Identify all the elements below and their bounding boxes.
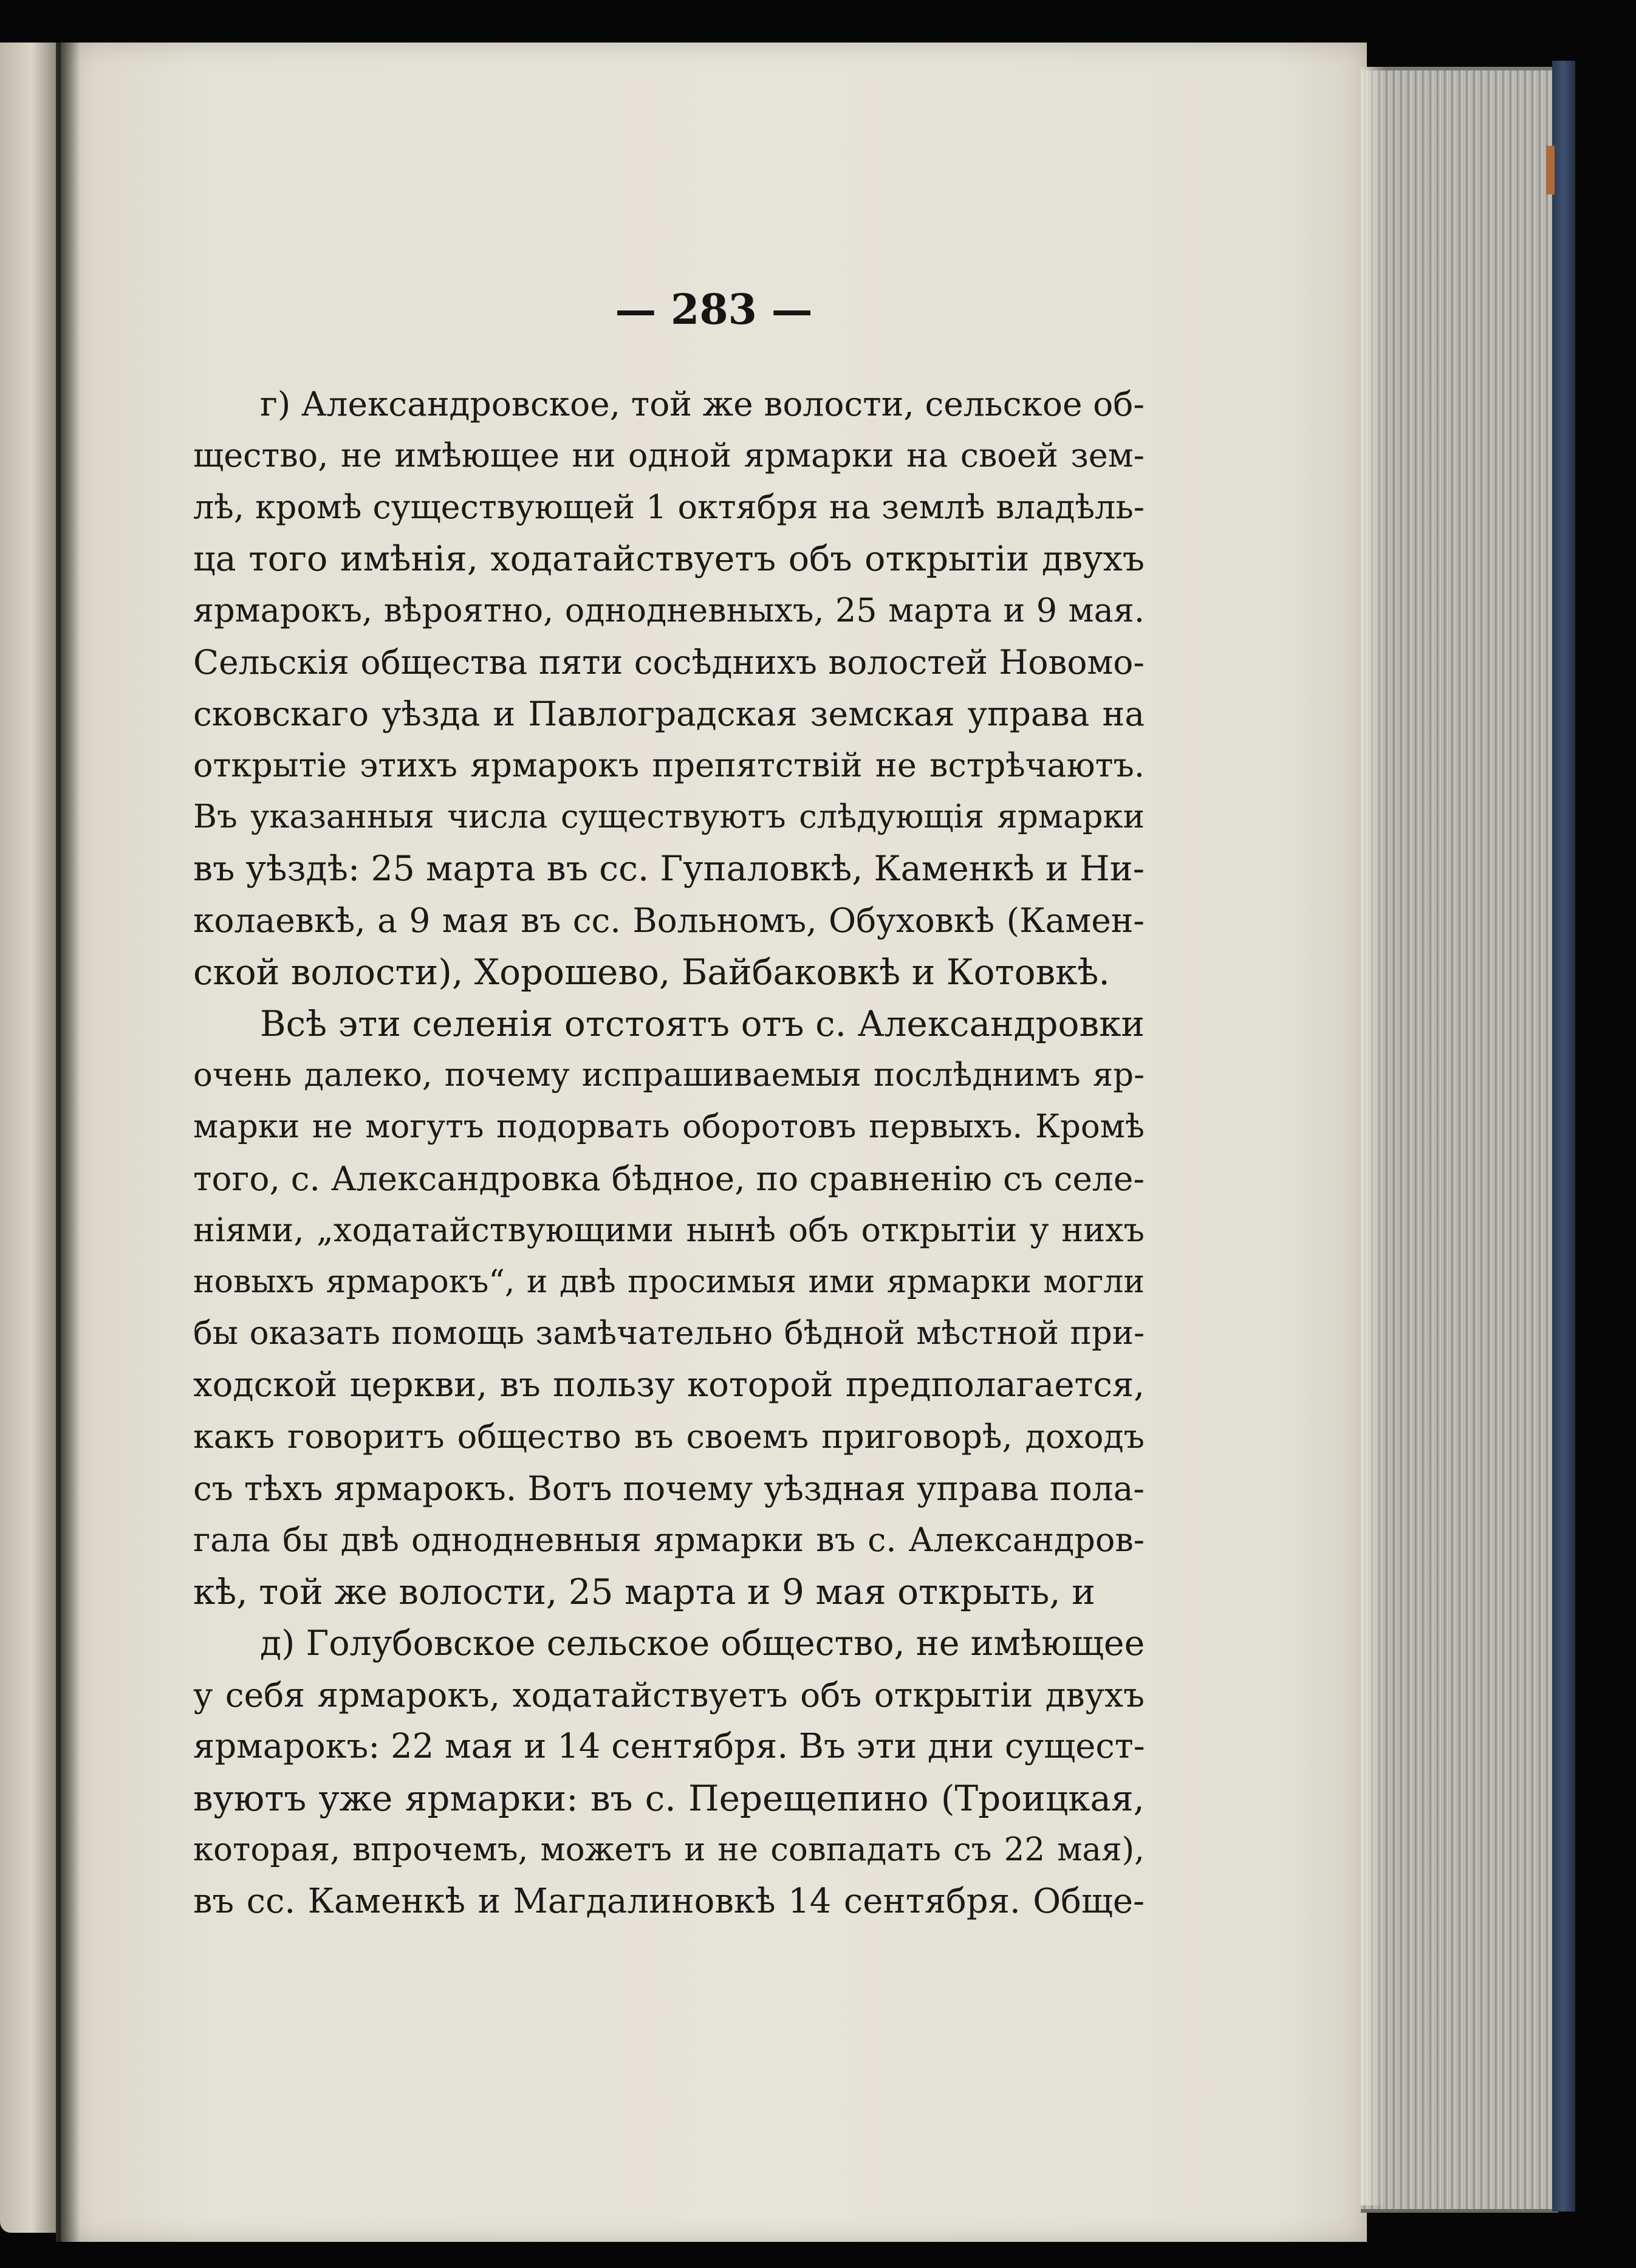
- text-line: вуютъ уже ярмарки: въ с. Перещепино (Троицкая,: [193, 1778, 1145, 1819]
- text-line: марки не могутъ подорвать оборотовъ первыхъ. Кромѣ: [193, 1108, 1145, 1145]
- page-edge-shade: [1361, 67, 1385, 2205]
- text-line: въ уѣздѣ: 25 марта въ сс. Гупаловкѣ, Каменкѣ и Ни-: [193, 849, 1145, 889]
- text-line: съ тѣхъ ярмарокъ. Вотъ почему уѣздная управа пола-: [193, 1469, 1145, 1508]
- text-line: лѣ, кромѣ существующей 1 октября на землѣ владѣль-: [193, 488, 1145, 526]
- text-line: новыхъ ярмарокъ“, и двѣ просимыя ими ярмарки могли: [193, 1264, 1145, 1300]
- text-line: Сельскія общества пяти сосѣднихъ волостей Новомо-: [193, 643, 1145, 682]
- text-line: ніями, „ходатайствующими нынѣ объ открытіи у нихъ: [193, 1211, 1145, 1249]
- book-cover-edge: [1552, 61, 1575, 2211]
- text-line: въ сс. Каменкѣ и Магдалиновкѣ 14 сентября. Обще-: [193, 1882, 1145, 1921]
- page-block-edges: [1361, 67, 1558, 2213]
- text-line: сковскаго уѣзда и Павлоградская земская управа на: [193, 694, 1145, 733]
- text-line: бы оказать помощь замѣчательно бѣдной мѣстной при-: [193, 1315, 1145, 1352]
- text-line: Въ указанныя числа существуютъ слѣдующія ярмарки: [193, 798, 1145, 835]
- text-line: у себя ярмарокъ, ходатайствуетъ объ открытіи двухъ: [193, 1676, 1145, 1715]
- text-line: д) Голубовское сельское общество, не имѣющее: [260, 1623, 1145, 1663]
- text-line: ярмарокъ: 22 мая и 14 сентября. Въ эти дни сущест-: [193, 1727, 1145, 1766]
- text-line: г) Александровское, той же волости, сельское об-: [260, 385, 1145, 423]
- text-line: ской волости), Хорошево, Байбаковкѣ и Котовкѣ.: [193, 951, 1110, 993]
- text-line: колаевкѣ, а 9 мая въ сс. Вольномъ, Обуховкѣ (Камен-: [193, 901, 1145, 940]
- page-gutter-shadow: [56, 43, 80, 2242]
- text-line: того, с. Александровка бѣдное, по сравненію съ селе-: [193, 1159, 1145, 1198]
- text-line: открытіе этихъ ярмарокъ препятствій не встрѣчаютъ.: [193, 746, 1145, 784]
- text-line: щество, не имѣющее ни одной ярмарки на своей зем-: [193, 436, 1145, 474]
- cover-lining-strip: [1546, 146, 1555, 194]
- text-line: ходской церкви, въ пользу которой предполагается,: [193, 1365, 1145, 1405]
- page-number: — 283 —: [615, 286, 813, 334]
- text-line: кѣ, той же волости, 25 марта и 9 мая открыть, и: [193, 1571, 1095, 1612]
- text-line: Всѣ эти селенія отстоятъ отъ с. Александровки: [260, 1003, 1145, 1044]
- previous-page-edge: [0, 43, 58, 2233]
- text-line: которая, впрочемъ, можетъ и не совпадать съ 22 мая),: [193, 1831, 1145, 1868]
- text-line: какъ говоритъ общество въ своемъ приговорѣ, доходъ: [193, 1417, 1145, 1456]
- text-line: ца того имѣнія, ходатайствуетъ объ открытіи двухъ: [193, 539, 1145, 579]
- text-line: ярмарокъ, вѣроятно, однодневныхъ, 25 марта и 9 мая.: [193, 591, 1145, 629]
- text-line: очень далеко, почему испрашиваемыя послѣднимъ яр-: [193, 1057, 1145, 1094]
- text-line: гала бы двѣ однодневныя ярмарки въ с. Александров-: [193, 1521, 1145, 1559]
